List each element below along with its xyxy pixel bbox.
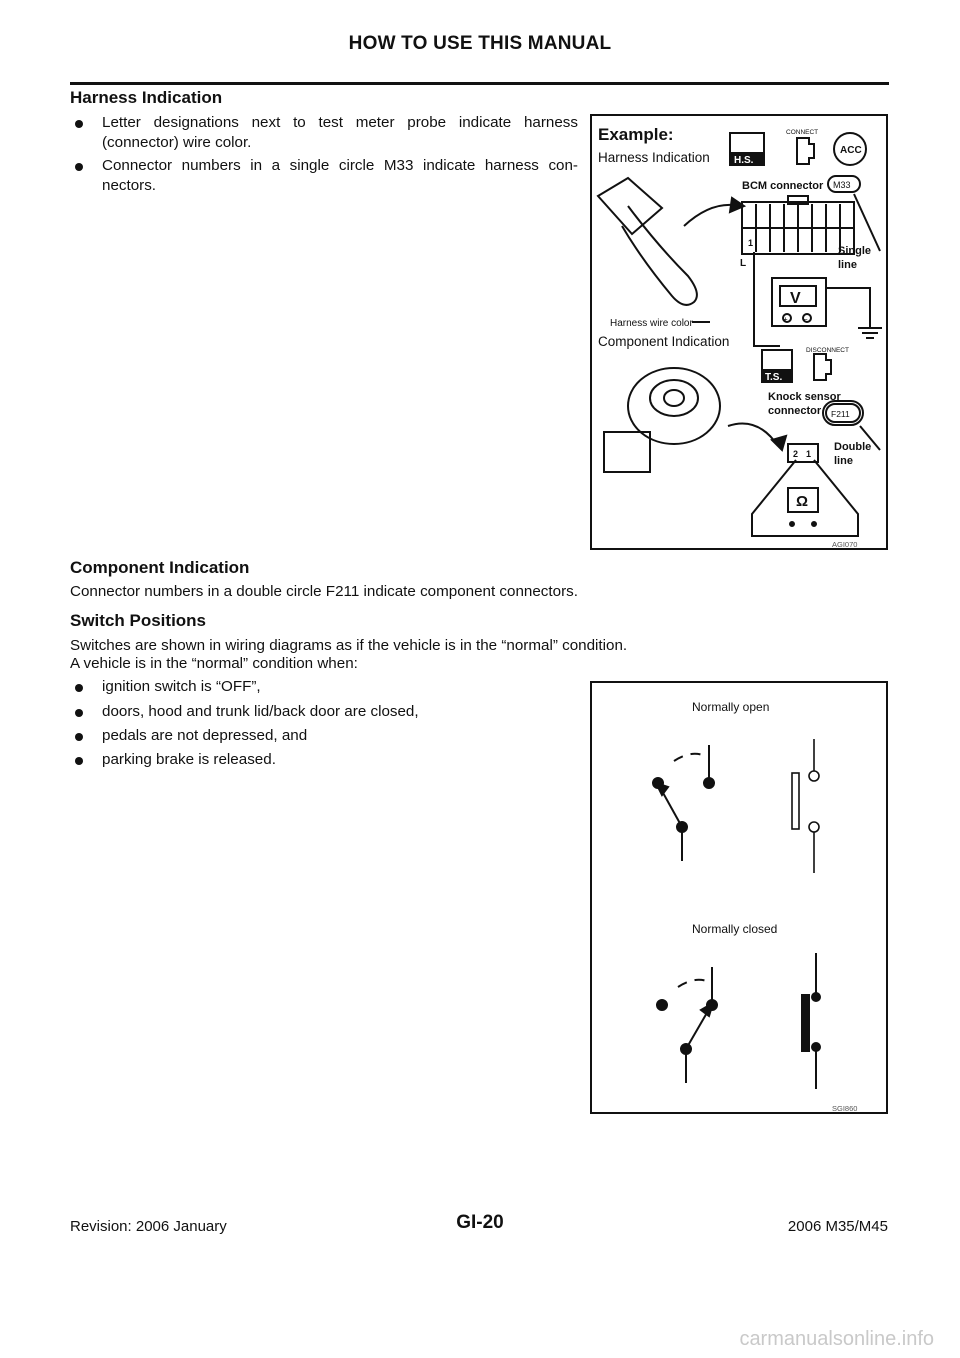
component-indication-text: Connector numbers in a double circle F211 indicate component connectors.	[70, 583, 578, 600]
harness-indication-diagram	[592, 116, 890, 552]
example-label: Example:	[598, 125, 674, 144]
footer-revision: Revision: 2006 January	[70, 1218, 227, 1235]
footer-model: 2006 M35/M45	[787, 1218, 888, 1235]
disconnect-plug-icon	[814, 354, 831, 380]
knock-sensor-label-2: connector	[768, 405, 822, 417]
pin-1-label: 1	[748, 238, 754, 248]
fig-component-indication-label: Component Indication	[598, 334, 730, 349]
probe-wire	[754, 276, 780, 346]
bcm-connector-label: BCM connector	[742, 180, 824, 192]
f211-label: F211	[831, 409, 850, 419]
switch-positions-line-2: A vehicle is in the “normal” condition when:	[70, 655, 358, 672]
single-line-label-2: line	[838, 259, 857, 271]
single-line-leader	[854, 194, 880, 251]
normally-open-switch-icon	[653, 745, 714, 861]
bullet-dot	[75, 163, 83, 171]
bullet-dot	[75, 757, 83, 765]
switch-bullet-3: pedals are not depressed, and	[102, 726, 562, 746]
ohm-symbol: Ω	[796, 493, 809, 510]
pin-1b-label: 1	[806, 449, 812, 459]
harness-indication-figure	[590, 114, 888, 550]
switch-bullet-4: parking brake is released.	[102, 750, 562, 770]
double-line-label-2: line	[834, 455, 853, 467]
header-rule	[70, 82, 889, 85]
watermark: carmanualsonline.info	[739, 1328, 934, 1350]
m33-label: M33	[833, 180, 851, 190]
switch-positions-line-1: Switches are shown in wiring diagrams as if the vehicle is in the “normal” condition.	[70, 637, 628, 654]
bullet-dot	[75, 120, 83, 128]
double-line-label-1: Double	[834, 441, 872, 453]
normally-closed-switch-icon	[657, 967, 717, 1083]
switch-bullet-2: doors, hood and trunk lid/back door are closed,	[102, 702, 562, 722]
normally-closed-label: Normally closed	[692, 922, 778, 936]
harness-indication-heading: Harness Indication	[70, 88, 223, 107]
bullet-dot	[75, 709, 83, 717]
volt-symbol: V	[790, 290, 801, 307]
plus-symbol: +	[783, 315, 788, 324]
component-indication-heading: Component Indication	[70, 558, 250, 577]
switch-positions-figure	[590, 681, 888, 1114]
normally-open-label: Normally open	[692, 700, 770, 714]
minus-symbol: −	[803, 315, 808, 324]
ground-wire	[826, 288, 870, 328]
normally-closed-contact-icon	[802, 953, 820, 1089]
normally-open-contact-icon	[792, 739, 819, 873]
page-title: HOW TO USE THIS MANUAL	[348, 33, 612, 54]
connect-plug-icon	[797, 138, 814, 164]
switch-bullet-1: ignition switch is “OFF”,	[102, 677, 562, 697]
single-line-label-1: Single	[838, 245, 872, 257]
figure2-code: SGI860	[832, 1104, 858, 1113]
curved-arrow-2-icon	[728, 424, 778, 447]
harness-wire-bundle	[622, 206, 697, 305]
harness-bullet-2: Connector numbers in a single circle M33 indicate harness con-nectors.	[102, 156, 578, 196]
switch-positions-diagram	[592, 683, 890, 1116]
figure1-code: AGI070	[832, 540, 858, 549]
harness-wire-color-label: Harness wire color	[610, 318, 693, 329]
harness-plug-icon	[598, 178, 662, 234]
ts-badge-text: T.S.	[765, 372, 783, 383]
hs-badge-text: H.S.	[734, 155, 754, 166]
wire-color-letter: L	[740, 258, 747, 269]
footer-page-number: GI-20	[456, 1212, 504, 1233]
harness-bullet-1: Letter designations next to test meter probe indicate harness (connector) wire color.	[102, 113, 578, 153]
knock-sensor-label-1: Knock sensor	[768, 391, 841, 403]
connect-label: CONNECT	[786, 129, 819, 136]
acc-label: ACC	[840, 145, 862, 156]
bullet-dot	[75, 733, 83, 741]
bullet-dot	[75, 684, 83, 692]
disconnect-label: DISCONNECT	[806, 347, 849, 354]
fig-harness-indication-label: Harness Indication	[598, 150, 710, 165]
switch-positions-heading: Switch Positions	[70, 611, 207, 630]
knock-sensor-plug-icon	[604, 432, 650, 472]
pin-2-label: 2	[793, 449, 799, 459]
